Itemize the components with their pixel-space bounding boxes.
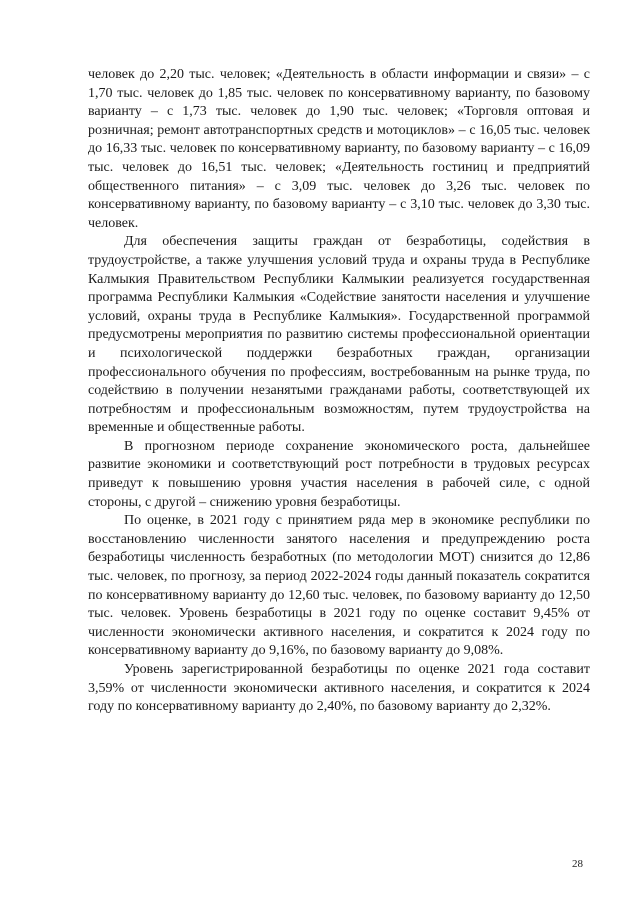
paragraph-unemployment-protection: Для обеспечения защиты граждан от безработицы, содействия в трудоустройстве, а также улучшения условий труда и охраны труда в Республике Калмыкия Правительством Республики Калмыкии реализуется государственная программа Республики Калмыкия «Содействие занятости населения и улучшение условий, охраны труда в Республике Калмыкия». Государственной программой предусмотрены мероприятия по развитию системы профессиональной ориентации и психологической поддержки безработных граждан, организации профессионального обучения по профессиям, востребованным на рынке труда, по содействию в получении незанятыми гражданами работы, соответствующей их потребностям и профессиональным возможностям, путем трудоустройства на временные и общественные работы.	[88, 234, 590, 436]
paragraph-unemployment-estimate: По оценке, в 2021 году с принятием ряда мер в экономике республики по восстановлению численности занятого населения и предупреждению роста безработицы численность безработных (по методологии МОТ) снизится до 12,86 тыс. человек, по прогнозу, за период 2022-2024 годы данный показатель сократится по консервативному варианту до 12,60 тыс. человек, по базовому варианту до 12,50 тыс. человек. Уровень безработицы в 2021 году по оценке составит 9,45% от численности экономически активного населения, и сократится к 2024 году по консервативному варианту до 9,16%, по базовому варианту до 9,08%.	[88, 513, 590, 659]
paragraph-continued: человек до 2,20 тыс. человек; «Деятельность в области информации и связи» – с 1,70 тыс. человек до 1,85 тыс. человек по консервативному варианту, по базовому варианту – с 1,73 тыс. человек до 1,90 тыс. человек; «Торговля оптовая и розничная; ремонт автотранспортных средств и мотоциклов» – с 16,05 тыс. человек до 16,33 тыс. человек по консервативному варианту, по базовому варианту – с 16,09 тыс. человек до 16,51 тыс. человек; «Деятельность гостиниц и предприятий общественного питания» – с 3,09 тыс. человек до 3,26 тыс. человек по консервативному варианту, по базовому варианту – с 3,10 тыс. человек до 3,30 тыс. человек.	[88, 67, 590, 231]
page-number: 28	[572, 858, 583, 870]
paragraph-forecast-period: В прогнозном периоде сохранение экономического роста, дальнейшее развитие экономики и соответствующий рост потребности в трудовых ресурсах приведут к повышению уровня участия населения в рабочей силе, с одной стороны, с другой – снижению уровня безработицы.	[88, 438, 590, 510]
document-body	[88, 66, 590, 717]
paragraph-registered-unemployment: Уровень зарегистрированной безработицы по оценке 2021 года составит 3,59% от численности экономически активного населения, и сократится к 2024 году по консервативному варианту до 2,40%, по базовому варианту до 2,32%.	[88, 662, 590, 715]
